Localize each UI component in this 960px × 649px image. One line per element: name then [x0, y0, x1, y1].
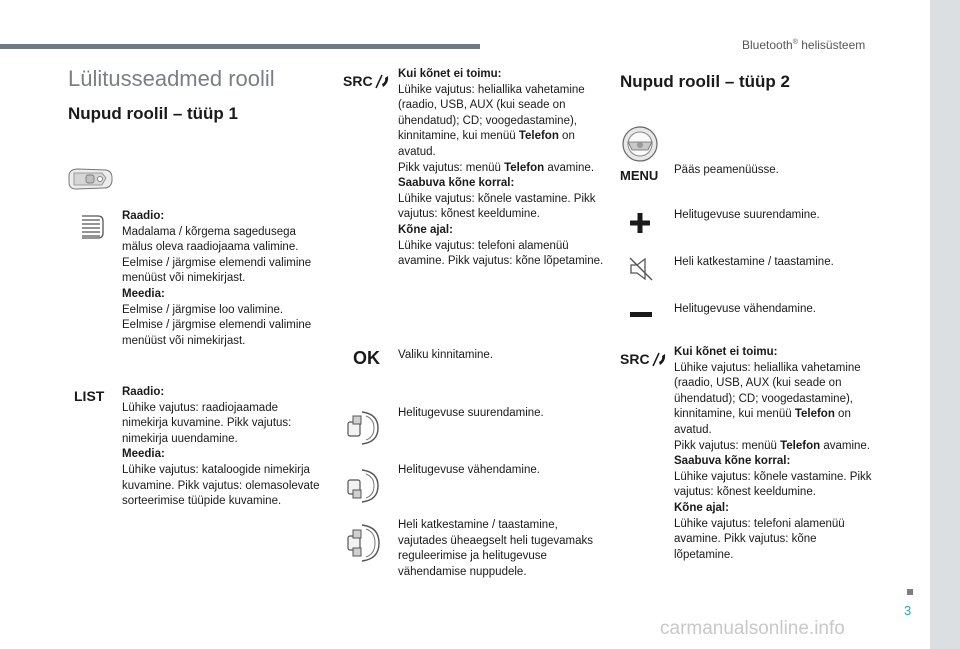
- mute-speaker-icon: [628, 255, 654, 283]
- list-button-label: LIST: [74, 388, 105, 404]
- menu-description: Pääs peamenüüsse.: [674, 164, 779, 176]
- minus-description: Helitugevuse vähendamine.: [674, 303, 816, 315]
- volume-down-description: Helitugevuse vähendamine.: [398, 464, 540, 476]
- volume-up-description: Helitugevuse suurendamine.: [398, 407, 544, 419]
- steering-wheel-icon: [620, 124, 660, 164]
- ok-description: Valiku kinnitamine.: [398, 349, 494, 361]
- src-phone-type2-icon: SRC: [620, 350, 668, 368]
- plus-icon: [629, 212, 651, 234]
- page-marker: [907, 589, 913, 595]
- list-button-description: Raadio: Lühike vajutus: raadiojaamade nimekirja kuvamine. Pikk vajutus: nimekirja uuendamine. Meedia: Lühike vajutus: kataloogide nimekirja kuvamine. Pikk vajutus: olemasolevate sorteerimise tüüpide kuvamine.: [122, 386, 320, 508]
- src-phone-type2-description: Kui kõnet ei toimu: Lühike vajutus: heliallika vahetamine (raadio, USB, AUX (kui seade on ühendatud); CD; voogedastamine), kinnitamine, kui menüü Telefon on avatud. Pikk vajutus: menüü Telefon avamine. Saabuva kõne korral: Lühike vajutus: kõnele vastamine. Pikk vajutus: kõnest keeldumine. Kõne ajal: Lühike vajutus: telefoni alamenüü avamine. Pikk vajutus: kõne lõpetamine.: [674, 346, 872, 561]
- src-phone-button-icon: SRC: [343, 72, 391, 90]
- mute-paddle-icon: [344, 522, 384, 564]
- ok-button-label: OK: [353, 348, 380, 368]
- src-phone-description: Kui kõnet ei toimu: Lühike vajutus: heliallika vahetamine (raadio, USB, AUX (kui seade on ühendatud); CD; voogedastamine), kinnitamine, kui menüü Telefon on avatud. Pikk vajutus: menüü Telefon avamine. Saabuva kõne korral: Lühike vajutus: kõnele vastamine. Pikk vajutus: kõnest keeldumine. Kõne ajal: Lühike vajutus: telefoni alamenüü avamine. Pikk vajutus: kõne lõpetamine.: [398, 68, 604, 268]
- radio-wheel-description: Raadio: Madalama / kõrgema sagedusega mälus oleva raadiojaama valimine. Eelmise / järgmise elemendi valimine menüüst või nimekirjast. Meedia: Eelmise / järgmise loo valimine. Eelmise / järgmise elemendi valimine menüüst või nimekirjast.: [122, 210, 312, 347]
- chapter-header: Bluetooth® helisüsteem: [742, 38, 866, 52]
- page-title: Lülitusseadmed roolil: [68, 66, 275, 91]
- page-side-tab: [930, 0, 960, 649]
- menu-button-label: MENU: [620, 168, 659, 183]
- header-rule: [0, 44, 480, 49]
- mute-description: Heli katkestamine / taastamine, vajutades üheaegselt heli tugevamaks reguleerimise ja helitugevuse vähendamise nuppudele.: [398, 519, 593, 578]
- section2-title: Nupud roolil – tüüp 2: [620, 72, 790, 91]
- watermark: carmanualsonline.info: [660, 618, 845, 639]
- page-number: 3: [904, 603, 912, 618]
- mute-type2-description: Heli katkestamine / taastamine.: [674, 256, 834, 268]
- section1-title: Nupud roolil – tüüp 1: [68, 104, 238, 123]
- plus-description: Helitugevuse suurendamine.: [674, 209, 820, 221]
- volume-down-paddle-icon: [344, 466, 384, 506]
- volume-up-paddle-icon: [344, 408, 384, 448]
- minus-icon: [630, 312, 652, 317]
- thumbwheel-icon: [78, 213, 106, 241]
- steering-controls-icon: [66, 165, 114, 193]
